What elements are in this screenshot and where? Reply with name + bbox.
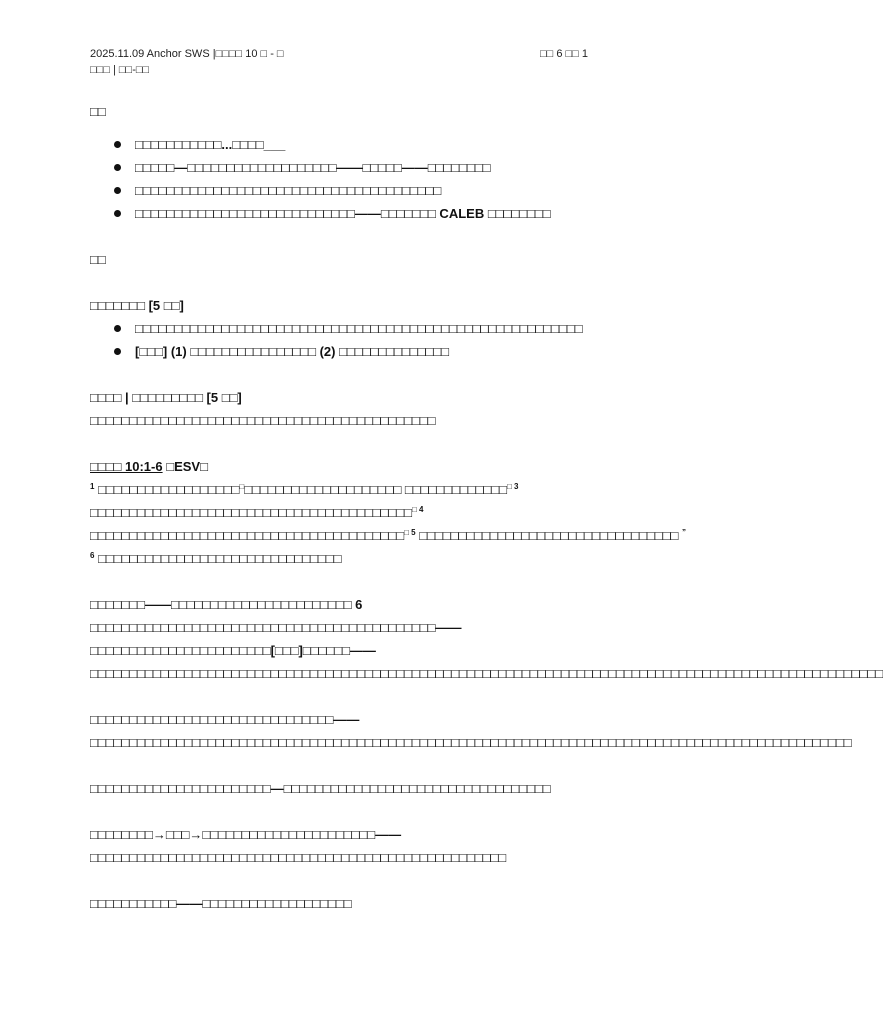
list-item: [90, 133, 690, 156]
verse-number: □ 4: [411, 505, 424, 514]
section2-title: □□: [90, 252, 106, 267]
body-paragraph: □□□□□□□□□□□□□□□□□□□□□□□□□□□□□□□——□□□□□□□□□□□□□□□□□□□□□□□□□□□□□□□□□□□□□□□□□□□□□□□□□□□□□□□□□□□□□□□□□□□□□□□□□□□□□□□□□□□□□□□□□□□□□□□□□: [90, 712, 852, 750]
body-paragraph: □□□□□□□——□□□□□□□□□□□□□□□□□□□□□□□ 6 □□□□□□□□□□□□□□□□□□□□□□□□□□□□□□□□□□□□□□□□□□□□——□□□□□□□□□□□□□□□□□□□□□□□[□□□]□□□□□□——□□□□□□□□□□□□□□□□□□□□□□□□□□□□□□□□□□□□□□□□□□□□□□□□□□□□□□□□□□□□□□□□□□□□□□□□□□□□□□□□□□□□□□□□□□□□□□□□□□□□□: [90, 597, 883, 681]
section1-title: □□: [90, 104, 106, 119]
list-item: [90, 317, 690, 340]
scripture-text: [90, 478, 690, 570]
section4-title: □□□□ | □□□□□□□□□ [5 □□]: [90, 390, 242, 405]
verse-number: 1: [90, 482, 95, 491]
section3-bullet-list: [90, 317, 690, 363]
list-item-text: □□□□□□□□□□□...□□□□___: [135, 137, 286, 152]
verse-number: □: [239, 482, 245, 491]
body-paragraph: □□□□□□□□□□□——□□□□□□□□□□□□□□□□□□□: [90, 896, 352, 911]
scripture-version: □ESV□: [166, 459, 208, 474]
scripture-reference: □□□□ 10:1-6: [90, 459, 163, 474]
header-left-text: 2025.11.09 Anchor SWS |□□□□ 10 □ - □: [90, 48, 284, 60]
bullet-icon: [114, 141, 121, 148]
verse-number: ” 6: [90, 528, 686, 560]
bullet-icon: [114, 187, 121, 194]
verse-text: □□□□□□□□□□□□□□□□□□□□ □□□□□□□□□□□□□: [244, 482, 507, 497]
list-item-text: □□□□□□□□□□□□□□□□□□□□□□□□□□□□□□□□□□□□□□□: [135, 183, 442, 198]
list-item: [90, 179, 690, 202]
header-second-line: □□□ | □□-□□: [90, 64, 150, 76]
list-item: [90, 156, 690, 179]
bullet-icon: [114, 325, 121, 332]
body-paragraph: □□□□□□□□□□□□□□□□□□□□□□□—□□□□□□□□□□□□□□□□□□□□□□□□□□□□□□□□□□: [90, 781, 551, 796]
header-right-text: □□ 6 □□ 1: [540, 48, 588, 60]
section4-body: □□□□□□□□□□□□□□□□□□□□□□□□□□□□□□□□□□□□□□□□□□□□: [90, 413, 436, 428]
section1-bullet-list: [90, 133, 690, 225]
scripture-heading: [90, 455, 690, 478]
section3-title: □□□□□□□ [5 □□]: [90, 298, 184, 313]
verse-text: □□□□□□□□□□□□□□□□□□□□□□□□□□□□□□□□□□□□□□□□: [90, 528, 405, 543]
bullet-icon: [114, 348, 121, 355]
verse-text: □□□□□□□□□□□□□□□□□□□□□□□□□□□□□□□: [94, 551, 342, 566]
verse-number: □ 5: [404, 528, 416, 537]
list-item: [90, 202, 690, 225]
verse-text: □□□□□□□□□□□□□□□□□□□□□□□□□□□□□□□□□: [415, 528, 682, 543]
verse-number: □ 3: [506, 482, 519, 491]
bullet-icon: [114, 164, 121, 171]
verse-text: □□□□□□□□□□□□□□□□□□: [94, 482, 240, 497]
list-item-text: □□□□□□□□□□□□□□□□□□□□□□□□□□□□——□□□□□□□ CALEB □□□□□□□□: [135, 206, 551, 221]
verse-text: □□□□□□□□□□□□□□□□□□□□□□□□□□□□□□□□□□□□□□□□□: [90, 505, 412, 520]
list-item-text: □□□□□—□□□□□□□□□□□□□□□□□□□——□□□□□——□□□□□□□□: [135, 160, 491, 175]
bullet-icon: [114, 210, 121, 217]
document-body: [90, 100, 883, 915]
list-item-text: □□□□□□□□□□□□□□□□□□□□□□□□□□□□□□□□□□□□□□□□□□□□□□□□□□□□□□□□□: [135, 321, 583, 336]
list-item: [90, 340, 690, 363]
list-item-text: [□□□] (1) □□□□□□□□□□□□□□□□ (2) □□□□□□□□□□□□□□: [135, 344, 449, 359]
body-paragraph: □□□□□□□□→□□□→□□□□□□□□□□□□□□□□□□□□□□——□□□□□□□□□□□□□□□□□□□□□□□□□□□□□□□□□□□□□□□□□□□□□□□□□□□□□: [90, 827, 507, 865]
